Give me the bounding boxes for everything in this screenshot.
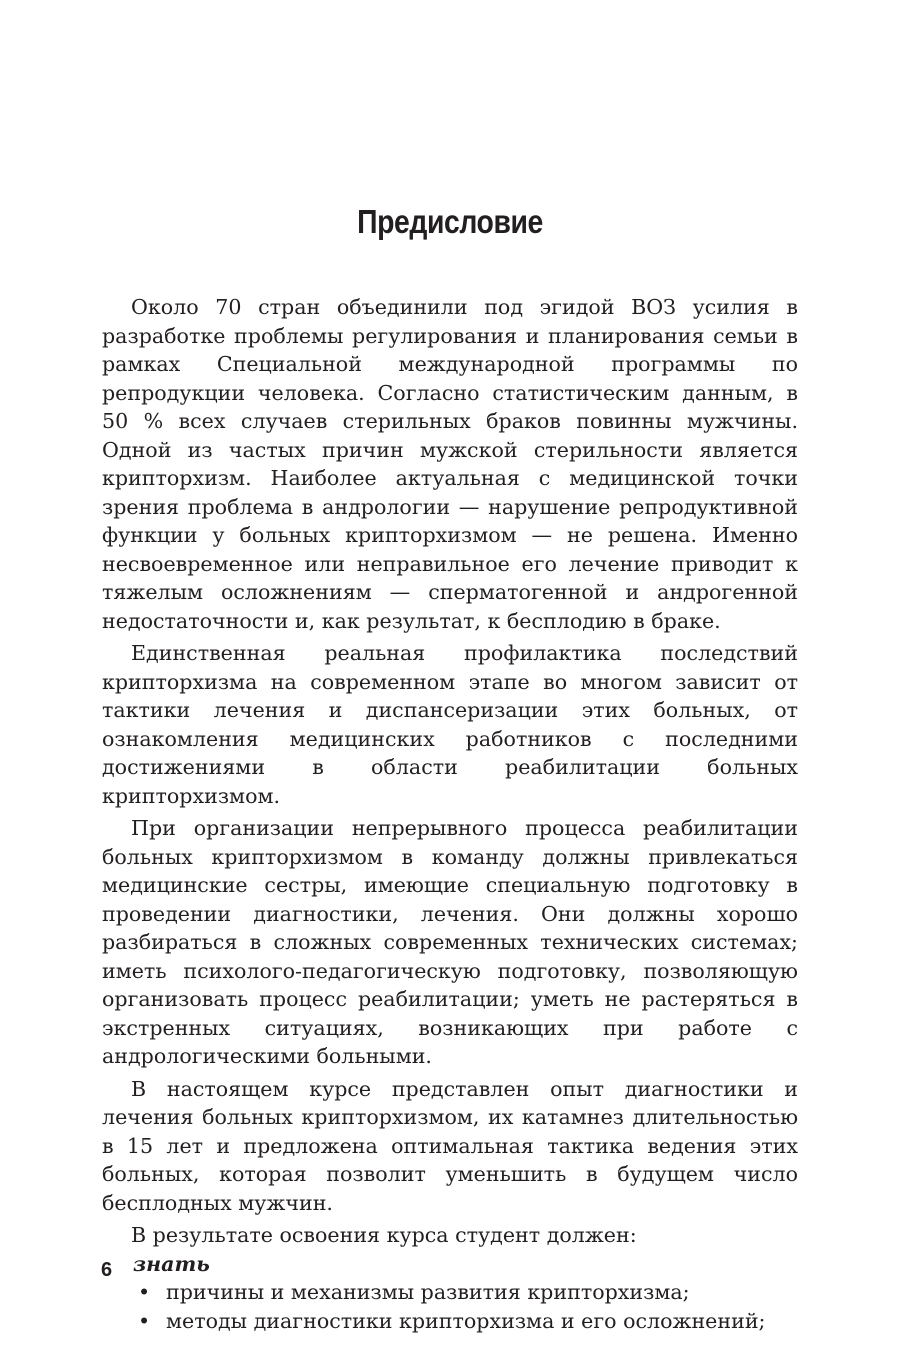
list-item [102,1278,798,1307]
list-item [102,1307,798,1336]
bullet-icon: • [138,1308,151,1333]
know-heading: знать [133,1251,210,1276]
list-item-text: методы диагностики крипторхизма и его осложнений; [166,1308,766,1333]
know-list [102,1278,798,1335]
paragraph-1: Около 70 стран объединили под эгидой ВОЗ усилия в разработке проблемы регулирования и планирования семьи в рамках Специальной международной программы по репродукции человека. Согласно статистическим данным, в 50 % всех случаев стерильных браков повинны мужчины. Одной из частых причин мужской стерильности является крипторхизм. Наиболее актуальная с медицинской точки зрения проблема в андрологии — нарушение репродуктивной функции у больных крипторхизмом — не решена. Именно несвоевременное или неправильное его лечение приводит к тяжелым осложнениям — сперматогенной и андрогенной недостаточности и, как результат, к бесплодию в браке. [102,295,798,633]
page-number: 6 [101,1259,113,1281]
paragraph-3: При организации непрерывного процесса реабилитации больных крипторхизмом в команду должны привлекаться медицинские сестры, имеющие специальную подготовку в проведении диагностики, лечения. Они должны хорошо разбираться в сложных современных технических системах; иметь психолого-педагогическую подготовку, позволяющую организовать процесс реабилитации; уметь не растеряться в экстренных ситуациях, возникающих при работе с андрологическими больными. [102,816,798,1068]
result-intro: В результате освоения курса студент должен: [131,1223,637,1247]
body-text [102,293,798,1335]
list-item-text: причины и механизмы развития крипторхизма; [166,1280,690,1304]
paragraph-2: Единственная реальная профилактика последствий крипторхизма на современном этапе во многом зависит от тактики лечения и диспансеризации этих больных, от ознакомления медицинских работников с последними достижениями в области реабилитации больных крипторхизмом. [102,641,798,808]
bullet-icon: • [138,1280,151,1304]
paragraph-4: В настоящем курсе представлен опыт диагностики и лечения больных крипторхизмом, их катамнез длительностью в 15 лет и предложена оптимальная тактика ведения этих больных, которая позволит уменьшить в будущем число бесплодных мужчин. [102,1076,798,1215]
page-title: Предисловие [357,203,543,240]
